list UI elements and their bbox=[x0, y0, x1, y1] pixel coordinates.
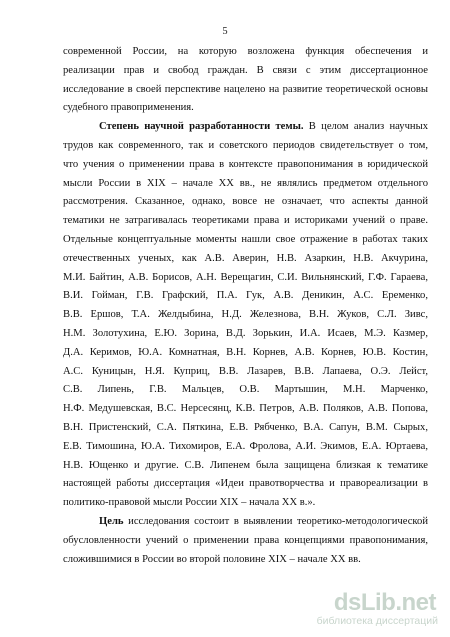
watermark-logo: dsLib.net bbox=[333, 589, 436, 616]
text-line: обусловленности учений о применении права концепциями правопонимания, bbox=[63, 534, 428, 546]
text-line: В.В. Ершов, Т.А. Желдыбина, Н.Д. Железнова, В.Н. Жуков, С.Л. Зивс, bbox=[63, 309, 428, 321]
text-fragment: В целом анализ научных bbox=[303, 121, 428, 133]
text-line bbox=[63, 118, 428, 137]
paragraph-research-goal bbox=[63, 513, 428, 569]
text-line: Н.М. Золотухина, Е.Ю. Зорина, В.Д. Зорькин, И.А. Исаев, М.Э. Казмер, bbox=[63, 327, 428, 339]
text-line: трудов как современного, так и советского периодов свидетельствует о том, bbox=[63, 139, 428, 151]
text-line: сложившимися в России во второй половине XIX – начале XX вв. bbox=[63, 553, 361, 565]
watermark bbox=[290, 589, 440, 629]
paragraph-intro-continuation bbox=[63, 43, 428, 118]
text-line: исследование в своей перспективе нацелено на развитие теоретической основы bbox=[63, 83, 428, 95]
text-line: судебного правоприменения. bbox=[63, 102, 194, 114]
text-line: отечественных ученых, как А.В. Аверин, Н.В. Азаркин, Н.В. Акчурина, bbox=[63, 252, 428, 264]
watermark-subtitle: библиотека диссертаций bbox=[316, 615, 438, 627]
page-number: 5 bbox=[222, 26, 228, 37]
text-line bbox=[63, 513, 428, 532]
text-line: тематики не затрагивалась теоретиками права и историками учений о праве. bbox=[63, 215, 428, 227]
text-line: настоящей работы диссертация «Идеи правотворчества и правореализации в bbox=[63, 478, 428, 490]
text-line: Д.А. Керимов, Ю.А. Комнатная, В.Н. Корнев, А.В. Корнев, Ю.В. Костин, bbox=[63, 346, 428, 358]
text-line: В.Н. Пристенский, С.А. Пяткина, Е.В. Рябченко, В.А. Сапун, В.М. Сырых, bbox=[63, 421, 428, 433]
text-line: что учения о применении права в контексте правопонимания в юридической bbox=[63, 158, 428, 170]
text-line: М.И. Байтин, А.В. Борисов, А.Н. Верещагин, С.И. Вильнянский, Г.Ф. Гараева, bbox=[63, 271, 428, 283]
text-line: Отдельные концептуальные моменты нашли свое отражение в работах таких bbox=[63, 233, 428, 245]
text-line: реализации прав и свобод граждан. В связи с этим диссертационное bbox=[63, 64, 428, 76]
text-line: В.И. Гойман, Г.В. Графский, П.А. Гук, А.В. Деникин, А.С. Еременко, bbox=[63, 290, 428, 302]
text-line: Н.Ф. Медушевская, В.С. Нерсесянц, К.В. Петров, А.В. Поляков, А.В. Попова, bbox=[63, 403, 428, 415]
document-body bbox=[63, 43, 428, 569]
text-line: современной России, на которую возложена функция обеспечения и bbox=[63, 46, 428, 57]
text-line: А.С. Куницын, Н.Я. Куприц, В.В. Лазарев, В.В. Лапаева, О.Э. Лейст, bbox=[63, 365, 428, 377]
text-line: С.В. Липень, Г.В. Мальцев, О.В. Мартышин, М.Н. Марченко, bbox=[63, 384, 428, 396]
text-line: рассмотрения. Сказанное, однако, вовсе не означает, что аспекты данной bbox=[63, 196, 428, 208]
text-fragment: исследования состоит в выявлении теоретико-методологической bbox=[123, 515, 428, 527]
text-line: мысли России в XIX – начале XX вв., не являлись предметом отдельного bbox=[63, 177, 428, 189]
heading-research-goal: Цель bbox=[99, 515, 124, 527]
text-line: Н.В. Ющенко и другие. С.В. Липенем была защищена близкая к тематике bbox=[63, 459, 428, 471]
text-line: политико-правовой мысли России XIX – начала XX в.». bbox=[63, 497, 316, 509]
text-line: Е.В. Тимошина, Ю.А. Тихомиров, Е.А. Фролова, А.И. Экимов, Е.А. Юртаева, bbox=[63, 440, 428, 452]
heading-research-degree: Степень научной разработанности темы. bbox=[99, 121, 304, 133]
paragraph-research-degree bbox=[63, 118, 428, 513]
